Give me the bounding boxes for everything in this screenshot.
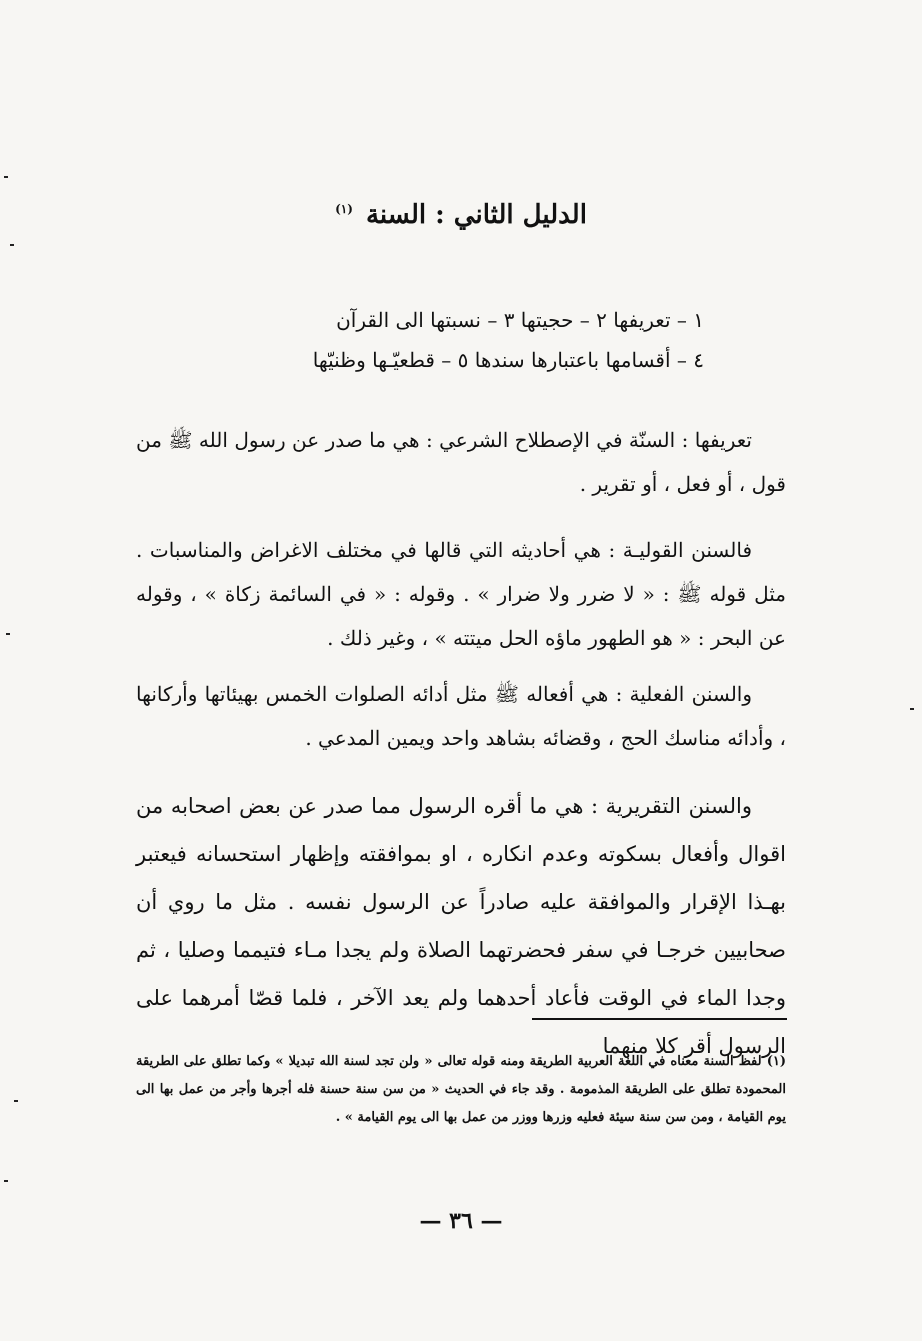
approval-sunnah-paragraph <box>136 782 786 1070</box>
toc-line: ١ – تعريفها ٢ – حجيتها ٣ – نسبتها الى القرآن <box>336 308 704 332</box>
title-text: الدليل الثاني : السنة <box>365 200 587 230</box>
verbal-sunnah-paragraph <box>136 528 786 660</box>
footnote-divider <box>532 1018 787 1020</box>
toc-line: ٤ – أقسامها باعتبارها سندها ٥ – قطعيّـها وظنيّها <box>312 348 704 372</box>
table-of-contents <box>184 300 704 380</box>
paragraph-text: تعريفها : السنّة في الإصطلاح الشرعي : هي ما صدر عن رسول الله ﷺ من قول ، أو فعل ، أو تقرير . <box>136 428 786 496</box>
paragraph-text: والسنن الفعلية : هي أفعاله ﷺ مثل أدائه الصلوات الخمس بهيئاتها وأركانها ، وأدائه مناسك الحج ، وقضائه بشاهد واحد ويمين المدعي . <box>136 682 786 750</box>
definition-paragraph <box>136 418 786 506</box>
action-sunnah-paragraph <box>136 672 786 760</box>
scan-speck <box>4 176 8 178</box>
footnote-text: (١) لفظ السنة معناه في اللغة العربية الطريقة ومنه قوله تعالى « ولن تجد لسنة الله تبديلا » وكما تطلق على الطريقة المحمودة تطلق على الطريقة المذمومة . وقد جاء في الحديث « من سن سنة حسنة فله أجرها وأجر من عمل بها الى يوم القيامة ، ومن سن سنة سيئة فعليه وزرها ووزر من عمل بها الى يوم القيامة » . <box>136 1054 786 1125</box>
paragraph-text: والسنن التقريرية : هي ما أقره الرسول مما صدر عن بعض اصحابه من اقوال وأفعال بسكوته وعدم انكاره ، او بموافقته وإظهار استحسانه فيعتبر بهـذا الإقرار والموافقة عليه صادراً عن الرسول نفسه . مثل ما روي أن صحابيين خرجـا في سفر فحضرتهما الصلاة ولم يجدا مـاء فتيمما وصليا ، ثم وجدا الماء في الوقت فأعاد أحدهما ولم يعد الآخر ، فلما قصّا أمرهما على الرسول أقر كلا منهما <box>136 794 786 1058</box>
page-number: — ٣٦ — <box>419 1208 503 1234</box>
scan-speck <box>4 1180 8 1182</box>
scan-speck <box>6 633 10 635</box>
scan-speck <box>10 244 14 246</box>
page-title <box>0 200 922 230</box>
footnote <box>136 1048 786 1132</box>
scan-speck <box>14 1100 18 1102</box>
scan-speck <box>910 708 914 710</box>
paragraph-text: فالسنن القوليـة : هي أحاديثه التي قالها في مختلف الاغراض والمناسبات . مثل قوله ﷺ : « لا ضرر ولا ضرار » . وقوله : « في السائمة زكاة » ، وقوله عن البحر : « هو الطهور ماؤه الحل ميتته » ، وغير ذلك . <box>136 538 786 650</box>
title-footnote-ref: (١) <box>335 202 353 217</box>
